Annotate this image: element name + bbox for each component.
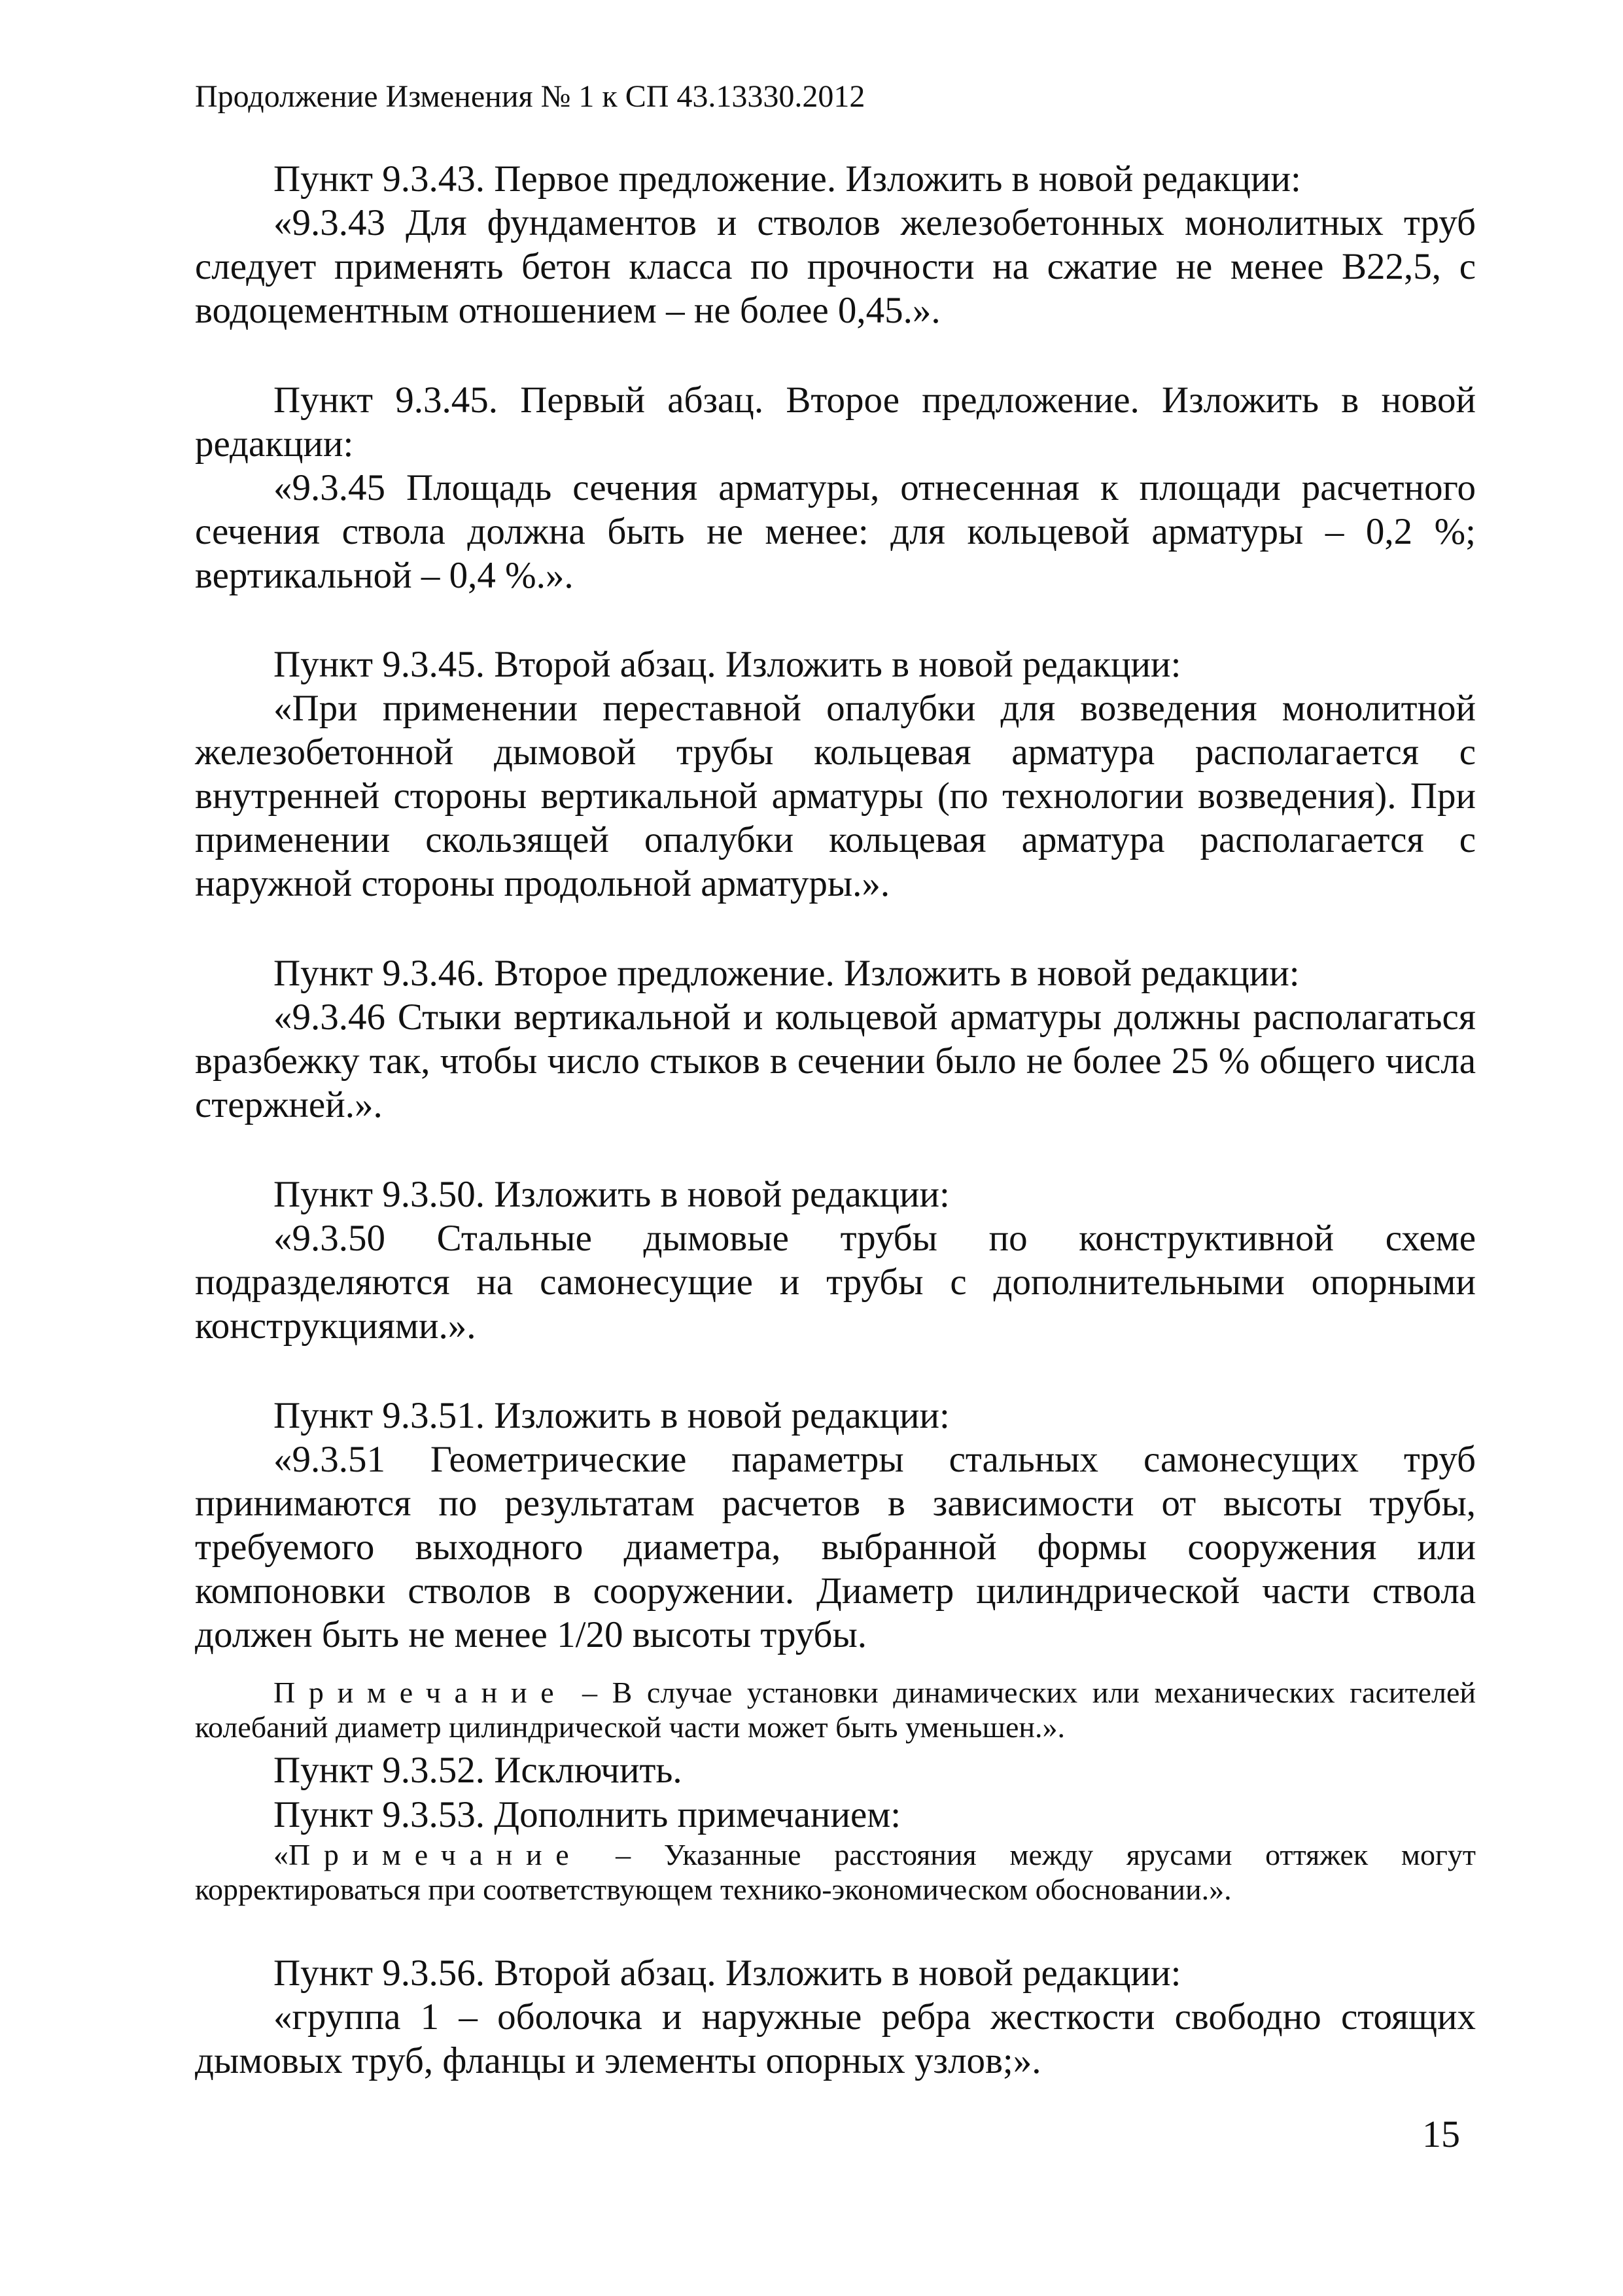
section-heading: Пункт 9.3.50. Изложить в новой редакции:	[273, 1174, 950, 1215]
section-heading: Пункт 9.3.51. Изложить в новой редакции:	[273, 1395, 950, 1436]
item-9-3-53	[195, 1793, 1476, 1837]
section-heading: Пункт 9.3.45. Второй абзац. Изложить в новой редакции:	[273, 644, 1181, 685]
section-9-3-46	[195, 951, 1476, 1127]
note-quote: «	[273, 1838, 288, 1871]
note-label: Примечание	[273, 1676, 568, 1709]
section-heading: Пункт 9.3.56. Второй абзац. Изложить в новой редакции:	[273, 1952, 1181, 1994]
section-9-3-56	[195, 1951, 1476, 2083]
section-9-3-50	[195, 1173, 1476, 1348]
note-text: – Указанные расстояния между ярусами оттяжек могут корректироваться при соответствующем технико-экономическом обосновании.».	[195, 1838, 1476, 1906]
note-9-3-51	[195, 1675, 1476, 1744]
section-text: «9.3.51 Геометрические параметры стальных самонесущих труб принимаются по результатам расчетов в зависимости от высоты трубы, требуемого выходного диаметра, выбранной формы сооружения или компоновки стволов в сооружении. Диаметр цилиндрической части ствола должен быть не менее 1/20 высоты трубы.	[195, 1439, 1476, 1655]
note-paragraph	[195, 1837, 1476, 1907]
section-text: «9.3.43 Для фундаментов и стволов железобетонных монолитных труб следует применять бетон класса по прочности на сжатие не менее В22,5, с водоцементным отношением – не более 0,45.».	[195, 202, 1476, 331]
section-9-3-45-second	[195, 643, 1476, 906]
note-label: Примечание	[288, 1838, 583, 1871]
section-text: «9.3.45 Площадь сечения арматуры, отнесенная к площади расчетного сечения ствола должна быть не менее: для кольцевой арматуры – 0,2 %; вертикальной – 0,4 %.».	[195, 467, 1476, 596]
note-text: – В случае установки динамических или механических гасителей колебаний диаметр цилиндрической части может быть уменьшен.».	[195, 1676, 1476, 1744]
section-heading: Пункт 9.3.45. Первый абзац. Второе предложение. Изложить в новой редакции:	[195, 380, 1476, 465]
section-heading: Пункт 9.3.46. Второе предложение. Изложить в новой редакции:	[273, 953, 1300, 994]
section-heading: Пункт 9.3.52. Исключить.	[273, 1750, 682, 1791]
section-heading: Пункт 9.3.53. Дополнить примечанием:	[273, 1794, 901, 1835]
section-9-3-45-first	[195, 378, 1476, 597]
section-text: «9.3.50 Стальные дымовые трубы по конструктивной схеме подразделяются на самонесущие и трубы с дополнительными опорными конструкциями.».	[195, 1218, 1476, 1347]
section-heading: Пункт 9.3.43. Первое предложение. Изложить в новой редакции:	[273, 158, 1301, 200]
section-text: «9.3.46 Стыки вертикальной и кольцевой арматуры должны располагаться вразбежку так, чтобы число стыков в сечении было не более 25 % общего числа стержней.».	[195, 997, 1476, 1125]
section-text: «При применении переставной опалубки для возведения монолитной железобетонной дымовой трубы кольцевая арматура располагается с внутренней стороны вертикальной арматуры (по технологии возведения). При применении скользящей опалубки кольцевая арматура располагается с наружной стороны продольной арматуры.».	[195, 688, 1476, 904]
note-paragraph	[195, 1675, 1476, 1744]
note-9-3-53	[195, 1837, 1476, 1907]
section-text: «группа 1 – оболочка и наружные ребра жесткости свободно стоящих дымовых труб, фланцы и элементы опорных узлов;».	[195, 1996, 1476, 2081]
running-header: Продолжение Изменения № 1 к СП 43.13330.2012	[195, 79, 865, 114]
section-9-3-51	[195, 1394, 1476, 1657]
item-9-3-52	[195, 1748, 1476, 1792]
page-number: 15	[1422, 2113, 1460, 2155]
section-9-3-43	[195, 157, 1476, 332]
